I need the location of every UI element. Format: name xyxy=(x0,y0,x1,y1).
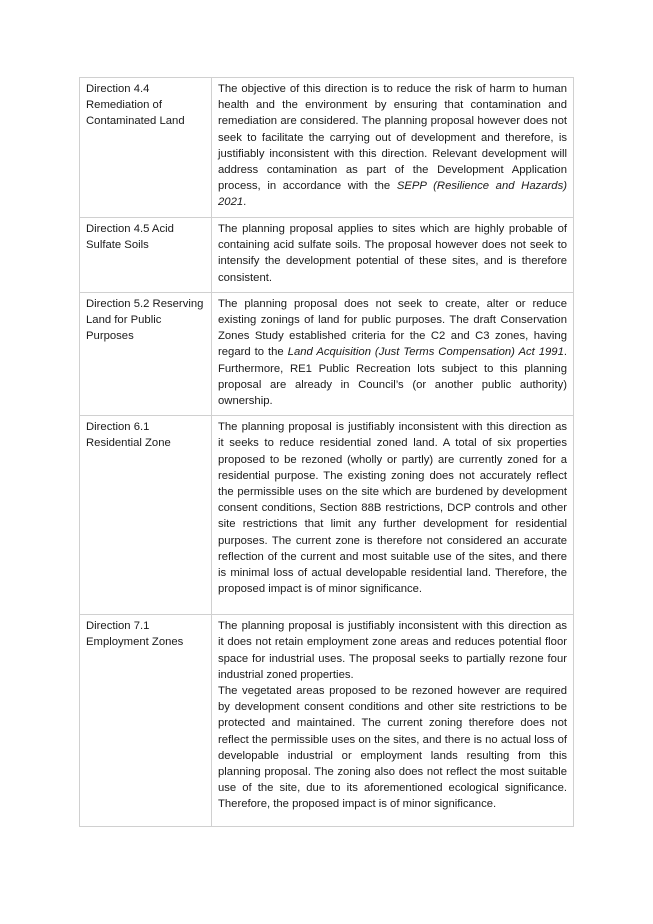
description-text: The planning proposal applies to sites which are highly probable of containing acid sulfate soils. The proposal however does not seek to intensify the development potential of these sites, and is therefore consistent. xyxy=(218,223,567,284)
table-row xyxy=(80,615,574,827)
directions-table xyxy=(79,77,574,827)
description-text: . xyxy=(243,196,247,209)
direction-label: Direction 5.2 Reserving Land for Public Purposes xyxy=(80,292,212,415)
table-row xyxy=(80,218,574,293)
description-text: The planning proposal does not seek to create, alter or reduce existing zonings of land for public purposes. The draft Conservation Zones Study established criteria for the C2 and C3 zones, having regard to the xyxy=(218,297,567,359)
table-row xyxy=(80,416,574,615)
direction-label: Direction 4.4 Remediation of Contaminated Land xyxy=(80,78,212,218)
direction-description xyxy=(212,78,574,218)
table-row xyxy=(80,78,574,218)
table-row xyxy=(80,292,574,415)
description-paragraph: The vegetated areas proposed to be rezoned however are required by development consent conditions and other site restrictions to be protected and maintained. The current zoning therefore does not reflect the permissible uses on the sites, and there is no actual loss of developable industrial or employment lands resulting from this planning proposal. The zoning also does not reflect the most suitable use of the site, due to its aforementioned ecological significance. Therefore, the proposed impact is of minor significance. xyxy=(218,685,567,811)
direction-description xyxy=(212,292,574,415)
direction-label: Direction 6.1 Residential Zone xyxy=(80,416,212,615)
direction-description xyxy=(212,615,574,827)
direction-description xyxy=(212,416,574,615)
description-text: The objective of this direction is to reduce the risk of harm to human health and the environment by ensuring that contamination and remediation are considered. The planning proposal however does not seek to facilitate the carrying out of development and therefore, is justifiably inconsistent with this direction. Relevant development will address contamination as part of the Development Application process, in accordance with the xyxy=(218,83,567,193)
direction-description xyxy=(212,218,574,293)
direction-label: Direction 7.1 Employment Zones xyxy=(80,615,212,827)
description-text: The planning proposal is justifiably inconsistent with this direction as it seeks to reduce residential zoned land. A total of six properties proposed to be rezoned (wholly or partly) are currently zoned for a residential purpose. The existing zoning does not accurately reflect the permissible uses on the site which are burdened by development consent conditions, Section 88B restrictions, DCP controls and other site restrictions that limit any further development for residential purposes. The current zone is therefore not considered an accurate reflection of the current and most suitable use of the sites, and there is minimal loss of actual developable residential land. Therefore, the proposed impact is of minor significance. xyxy=(218,421,567,596)
instrument-name: SEPP (Resilience and Hazards) 2021 xyxy=(218,180,567,209)
description-text: . Furthermore, RE1 Public Recreation lots subject to this planning proposal are already in Council’s (or another public authority) ownership. xyxy=(218,346,568,408)
description-paragraph: The planning proposal is justifiably inconsistent with this direction as it does not retain employment zone areas and reduces potential floor space for industrial uses. The proposal seeks to partially rezone four industrial zoned properties. xyxy=(218,620,567,681)
instrument-name: Land Acquisition (Just Terms Compensation) Act 1991 xyxy=(287,346,564,359)
direction-label: Direction 4.5 Acid Sulfate Soils xyxy=(80,218,212,293)
